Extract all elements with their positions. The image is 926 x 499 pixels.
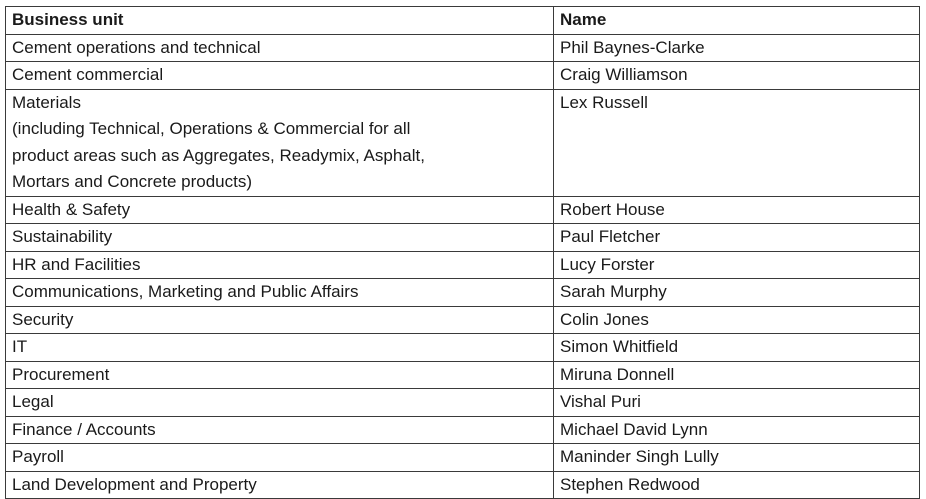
business-unit-text: (including Technical, Operations & Commercial for all	[12, 119, 411, 138]
table-row	[6, 196, 920, 224]
business-unit-cell	[6, 361, 554, 389]
person-name-cell: Miruna Donnell	[554, 361, 920, 389]
business-unit-text: Payroll	[12, 447, 64, 466]
table-row	[6, 224, 920, 252]
table-body	[6, 34, 920, 499]
table-row	[6, 251, 920, 279]
person-name-cell: Craig Williamson	[554, 62, 920, 90]
table-row	[6, 62, 920, 90]
table-row	[6, 89, 920, 196]
person-name-cell: Colin Jones	[554, 306, 920, 334]
table-row	[6, 334, 920, 362]
business-unit-text: Cement operations and technical	[12, 37, 261, 57]
business-unit-text: Health & Safety	[12, 199, 131, 219]
table-row	[6, 279, 920, 307]
business-unit-cell	[6, 62, 554, 90]
person-name-cell: Lex Russell	[554, 89, 920, 196]
business-unit-text: Mortars and Concrete products)	[12, 172, 252, 191]
person-name-cell: Robert House	[554, 196, 920, 224]
business-unit-cell	[6, 251, 554, 279]
business-unit-cell	[6, 334, 554, 362]
person-name-cell: Michael David Lynn	[554, 416, 920, 444]
table-row	[6, 444, 920, 472]
table-header-row	[6, 7, 920, 35]
business-unit-text: Procurement	[12, 364, 110, 384]
business-unit-text: Security	[12, 309, 74, 329]
business-unit-text: Cement commercial	[12, 65, 164, 84]
business-unit-cell	[6, 34, 554, 62]
business-unit-text: product areas such as Aggregates, Readymix, Asphalt,	[12, 145, 425, 165]
person-name-cell: Sarah Murphy	[554, 279, 920, 307]
business-unit-cell	[6, 389, 554, 417]
business-unit-cell	[6, 416, 554, 444]
business-unit-text: Finance / Accounts	[12, 419, 156, 439]
business-unit-cell	[6, 196, 554, 224]
business-unit-text: Legal	[12, 392, 54, 411]
business-unit-cell	[6, 89, 554, 196]
business-unit-text: Materials	[12, 92, 81, 112]
person-name-cell: Stephen Redwood	[554, 471, 920, 499]
table-row	[6, 389, 920, 417]
person-name-cell: Vishal Puri	[554, 389, 920, 417]
header-name: Name	[554, 7, 920, 35]
business-unit-text: IT	[12, 337, 28, 356]
business-unit-cell	[6, 224, 554, 252]
table-row	[6, 361, 920, 389]
business-unit-cell	[6, 306, 554, 334]
person-name-cell: Phil Baynes-Clarke	[554, 34, 920, 62]
business-unit-cell	[6, 279, 554, 307]
table-row	[6, 34, 920, 62]
business-unit-table	[5, 6, 920, 499]
business-unit-text: Sustainability	[12, 227, 113, 246]
business-unit-cell	[6, 471, 554, 499]
person-name-cell: Paul Fletcher	[554, 224, 920, 252]
person-name-cell: Simon Whitfield	[554, 334, 920, 362]
table-row	[6, 416, 920, 444]
business-unit-text: HR and Facilities	[12, 254, 141, 274]
table-row	[6, 306, 920, 334]
business-unit-cell	[6, 444, 554, 472]
person-name-cell: Maninder Singh Lully	[554, 444, 920, 472]
business-unit-text: Land Development and Property	[12, 474, 257, 494]
business-unit-text: Communications, Marketing and Public Affairs	[12, 282, 359, 301]
person-name-cell: Lucy Forster	[554, 251, 920, 279]
table-row	[6, 471, 920, 499]
header-business-unit: Business unit	[6, 7, 554, 35]
